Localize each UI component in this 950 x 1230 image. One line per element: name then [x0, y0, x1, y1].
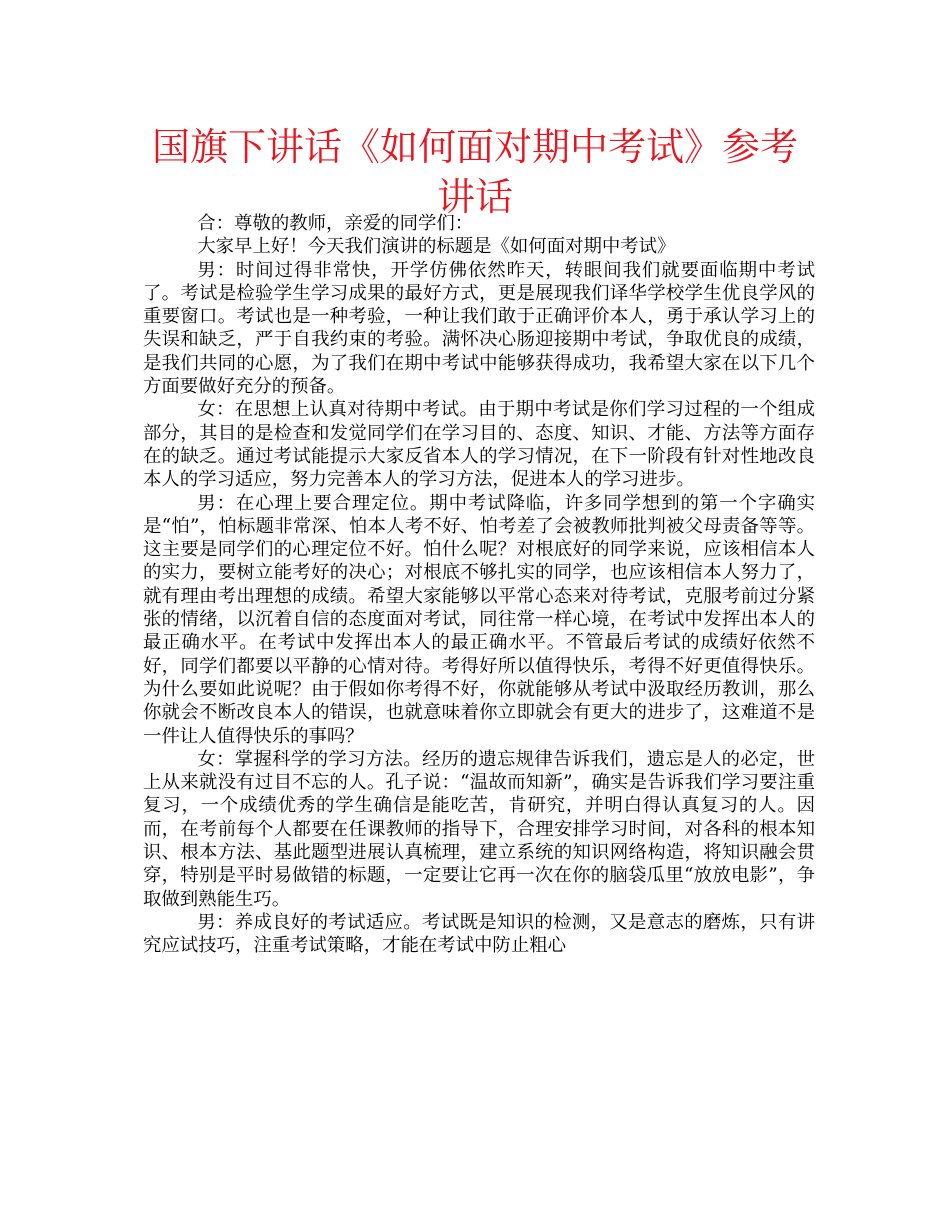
- paragraph-female-2: 女：掌握科学的学习方法。经历的遗忘规律告诉我们，遗忘是人的必定，世上从来就没有过目不忘的人。孔子说：“温故而知新”，确实是告诉我们学习要注重复习，一个成绩优秀的学生确信是能吃苦，肯研究，并明白得认真复习的人。因而，在考前每个人都要在任课教师的指导下，合理安排学习时间，对各科的根本知识、根本方法、基此题型进展认真梳理，建立系统的知识网络构造，将知识融会贯穿，特别是平时易做错的标题，一定要让它再一次在你的脑袋瓜里“放放电影”，争取做到熟能生巧。: [143, 748, 815, 910]
- paragraph-male-3: 男：养成良好的考试适应。考试既是知识的检测，又是意志的磨炼，只有讲究应试技巧，注重考试策略，才能在考试中防止粗心: [143, 911, 815, 957]
- paragraph-intro: 大家早上好！今天我们演讲的标题是《如何面对期中考试》: [197, 236, 676, 258]
- paragraph-male-2: 男：在心理上要合理定位。期中考试降临，许多同学想到的第一个字确实是“怕”，怕标题非常深、怕本人考不好、怕考差了会被教师批判被父母责备等等。这主要是同学们的心理定位不好。怕什么呢？对根底好的同学来说，应该相信本人的实力，要树立能考好的决心；对根底不够扎实的同学，也应该相信本人努力了，就有理由考出理想的成绩。希望大家能够以平常心态来对待考试，克服考前过分紧张的情绪，以沉着自信的态度面对考试，同往常一样心境，在考试中发挥出本人的最正确水平。在考试中发挥出本人的最正确水平。不管最后考试的成绩好依然不好，同学们都要以平静的心情对待。考得好所以值得快乐，考得不好更值得快乐。为什么要如此说呢？由于假如你考得不好，你就能够从考试中汲取经历教训，那么你就会不断改良本人的错误，也就意味着你立即就会有更大的进步了，这难道不是一件让人值得快乐的事吗？: [143, 492, 815, 747]
- document-title: 国旗下讲话《如何面对期中考试》参考讲话: [151, 125, 798, 219]
- paragraph-greeting: 合：尊敬的教师，亲爱的同学们：: [197, 213, 474, 234]
- document-body: [143, 212, 815, 958]
- paragraph-male-1: 男：时间过得非常快，开学仿佛依然昨天，转眼间我们就要面临期中考试了。考试是检验学生学习成果的最好方式，更是展现我们译华学校学生优良学风的重要窗口。考试也是一种考验，一种让我们敢于正确评价本人，勇于承认学习上的失误和缺乏，严于自我约束的考验。满怀决心肠迎接期中考试，争取优良的成绩，是我们共同的心愿，为了我们在期中考试中能够获得成功，我希望大家在以下几个方面要做好充分的预备。: [143, 259, 815, 398]
- paragraph-female-1: 女：在思想上认真对待期中考试。由于期中考试是你们学习过程的一个组成部分，其目的是检查和发觉同学们在学习目的、态度、知识、才能、方法等方面存在的缺乏。通过考试能提示大家反省本人的学习情况，在下一阶段有针对性地改良本人的学习适应，努力完善本人的学习方法，促进本人的学习进步。: [143, 399, 815, 491]
